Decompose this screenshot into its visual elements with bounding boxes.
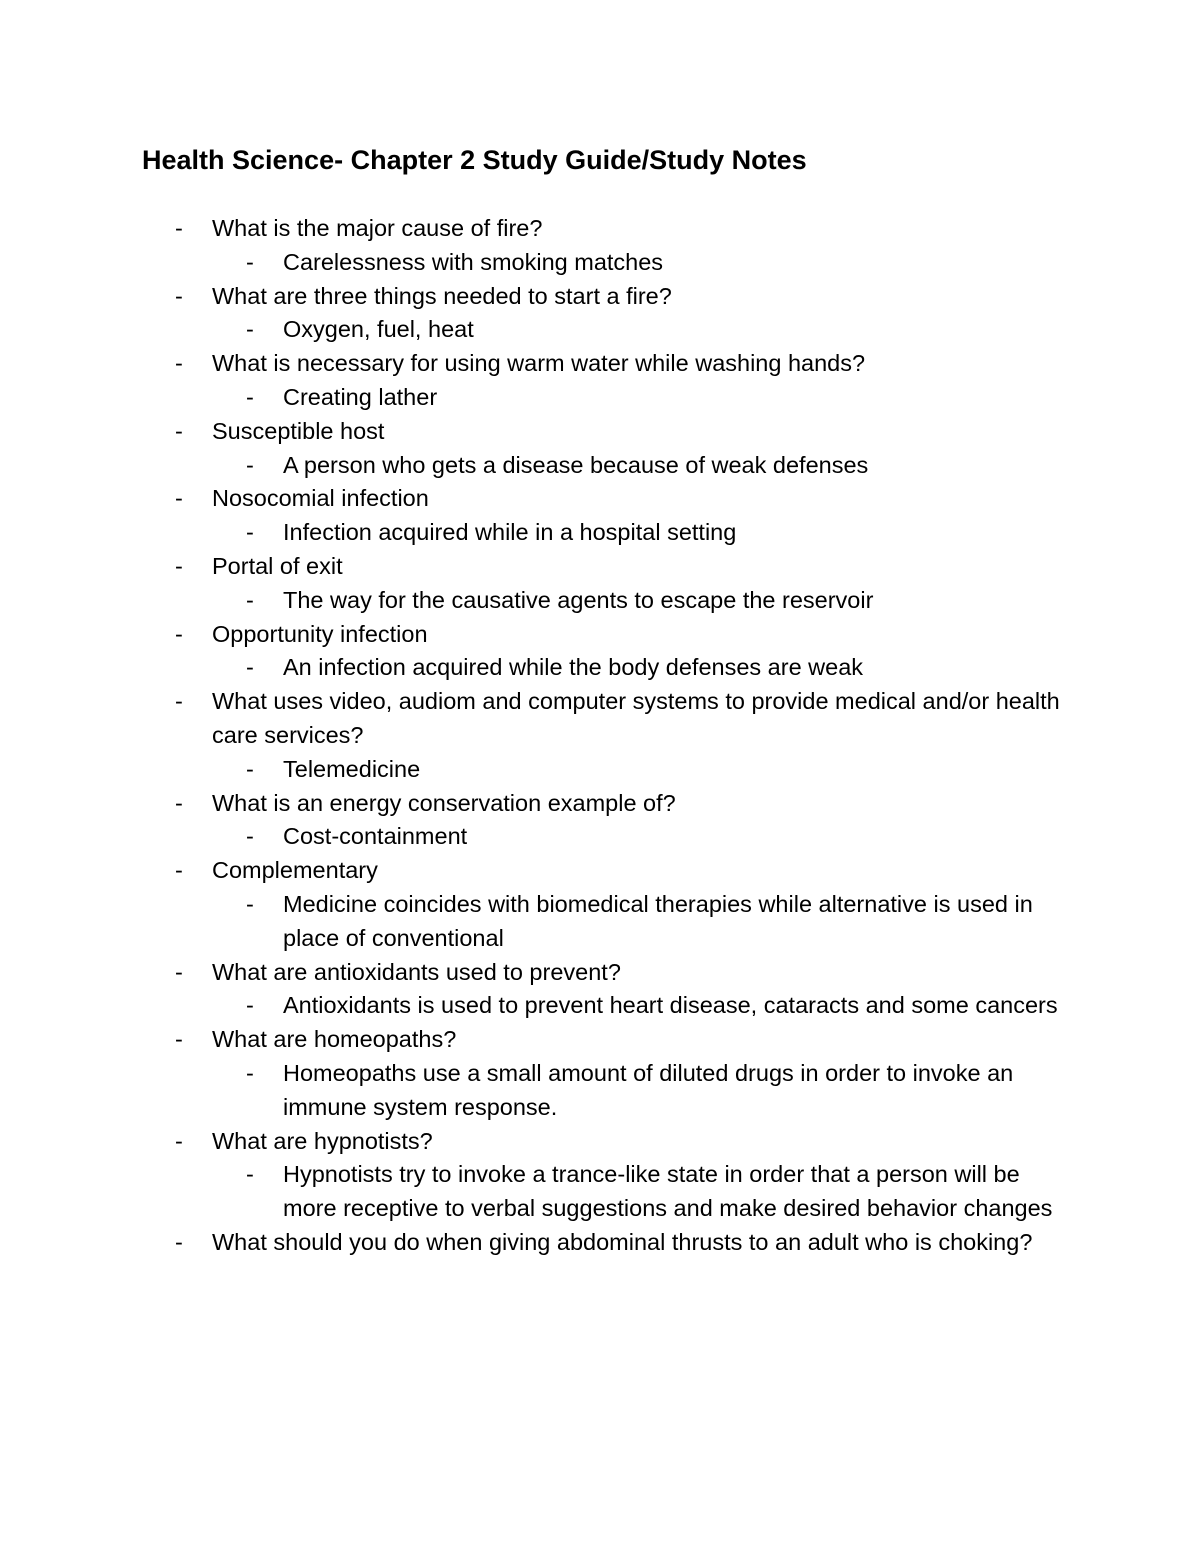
list-item-answer	[0, 516, 1200, 550]
list-item-answer	[0, 989, 1200, 1023]
bullet-dash: -	[246, 992, 254, 1019]
bullet-dash: -	[175, 215, 183, 241]
answer-text: Medicine coincides with biomedical therapies while alternative is used in place of conventional	[283, 890, 1033, 951]
answer-text: Creating lather	[283, 383, 438, 410]
question-text: What is the major cause of fire?	[212, 215, 543, 241]
question-text: What is necessary for using warm water while washing hands?	[212, 350, 866, 377]
list-item-question	[0, 347, 1200, 381]
question-text: What are antioxidants used to prevent?	[212, 958, 621, 985]
list-item-question	[0, 1226, 1200, 1260]
page-title: Health Science- Chapter 2 Study Guide/Study Notes	[142, 145, 807, 175]
study-notes-list	[0, 212, 1200, 1260]
list-item-question	[0, 787, 1200, 821]
list-item-question	[0, 415, 1200, 449]
bullet-dash: -	[246, 654, 254, 681]
bullet-dash: -	[246, 586, 254, 613]
question-text: What are hypnotists?	[212, 1127, 433, 1154]
bullet-dash: -	[246, 1161, 254, 1188]
question-text: What are homeopaths?	[212, 1026, 457, 1053]
list-item-answer	[0, 651, 1200, 685]
list-item-question	[0, 550, 1200, 584]
answer-text: Oxygen, fuel, heat	[283, 316, 474, 343]
list-item-answer	[0, 1057, 1200, 1125]
bullet-dash: -	[175, 857, 183, 884]
bullet-dash: -	[246, 383, 254, 410]
bullet-dash: -	[175, 485, 183, 512]
answer-text: Telemedicine	[283, 755, 421, 782]
bullet-dash: -	[246, 451, 254, 478]
answer-text: A person who gets a disease because of weak defenses	[283, 451, 869, 478]
answer-text: Infection acquired while in a hospital setting	[283, 519, 737, 546]
question-text: What is an energy conservation example of?	[212, 789, 676, 816]
list-item-question	[0, 482, 1200, 516]
list-item-question	[0, 956, 1200, 990]
list-item-answer	[0, 820, 1200, 854]
list-item-question	[0, 618, 1200, 652]
question-text: What are three things needed to start a fire?	[212, 282, 672, 309]
list-item-question	[0, 685, 1200, 753]
bullet-dash: -	[246, 823, 254, 850]
question-text: Complementary	[212, 857, 378, 884]
answer-text: An infection acquired while the body defenses are weak	[283, 654, 864, 681]
list-item-answer	[0, 584, 1200, 618]
bullet-dash: -	[175, 958, 183, 985]
bullet-dash: -	[246, 1059, 254, 1086]
list-item-answer	[0, 381, 1200, 415]
bullet-dash: -	[246, 890, 254, 917]
answer-text: The way for the causative agents to escape the reservoir	[283, 586, 874, 613]
bullet-dash: -	[246, 316, 254, 343]
list-item-answer	[0, 753, 1200, 787]
answer-text: Cost-containment	[283, 823, 468, 850]
bullet-dash: -	[246, 755, 254, 782]
list-item-question	[0, 1125, 1200, 1159]
bullet-dash: -	[175, 282, 183, 309]
bullet-dash: -	[175, 350, 183, 377]
bullet-dash: -	[175, 417, 183, 444]
list-item-question	[0, 854, 1200, 888]
list-item-question	[0, 280, 1200, 314]
bullet-dash: -	[175, 688, 183, 715]
bullet-dash: -	[175, 1127, 183, 1154]
bullet-dash: -	[175, 552, 183, 579]
list-item-question	[0, 1023, 1200, 1057]
question-text: Portal of exit	[212, 552, 343, 579]
bullet-dash: -	[175, 1228, 183, 1255]
question-text: Susceptible host	[212, 417, 385, 444]
question-text: Nosocomial infection	[212, 485, 429, 512]
answer-text: Antioxidants is used to prevent heart disease, cataracts and some cancers	[283, 992, 1058, 1019]
list-item-answer	[0, 246, 1200, 280]
list-item-answer	[0, 449, 1200, 483]
answer-text: Homeopaths use a small amount of diluted drugs in order to invoke an immune system response.	[283, 1059, 1014, 1120]
question-text: What uses video, audiom and computer systems to provide medical and/or health care services?	[212, 688, 1060, 748]
list-item-answer	[0, 1158, 1200, 1226]
list-item-question	[0, 212, 1200, 246]
answer-text: Carelessness with smoking matches	[283, 248, 664, 275]
list-item-answer	[0, 313, 1200, 347]
bullet-dash: -	[175, 789, 183, 816]
list-item-answer	[0, 888, 1200, 956]
question-text: Opportunity infection	[212, 620, 428, 647]
bullet-dash: -	[175, 1026, 183, 1053]
answer-text: Hypnotists try to invoke a trance-like state in order that a person will be more receptive to verbal suggestions and make desired behavior changes	[283, 1161, 1053, 1222]
question-text: What should you do when giving abdominal thrusts to an adult who is choking?	[212, 1228, 1033, 1255]
bullet-dash: -	[175, 620, 183, 647]
bullet-dash: -	[246, 519, 254, 546]
bullet-dash: -	[246, 248, 254, 275]
